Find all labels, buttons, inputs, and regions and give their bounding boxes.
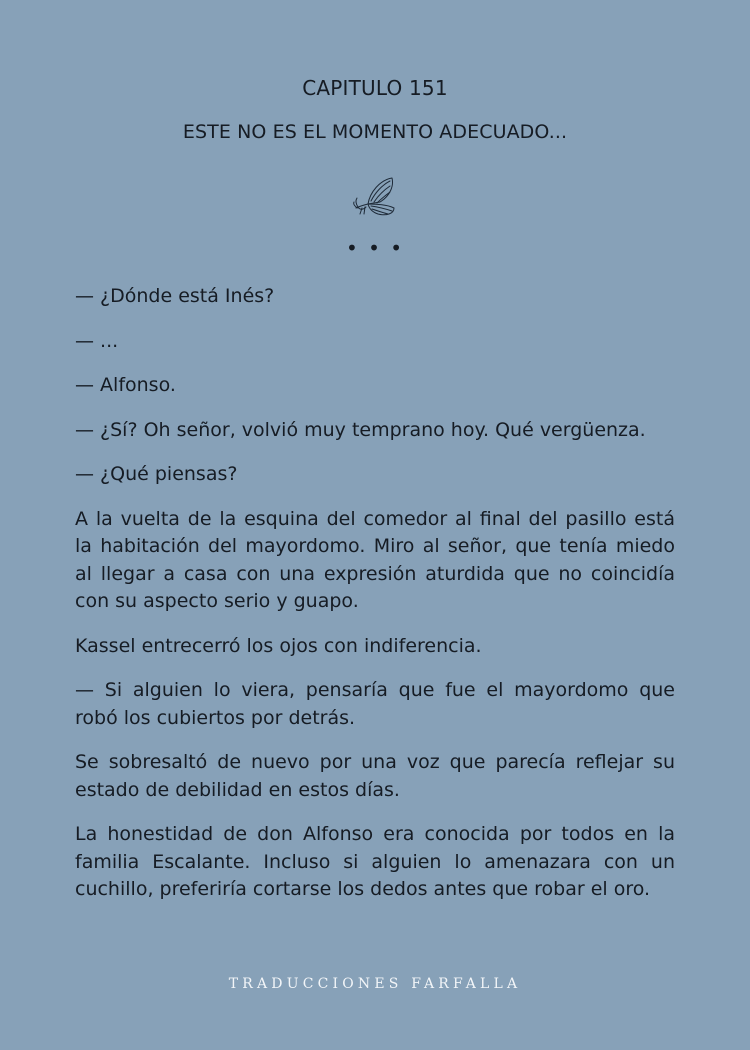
butterfly-icon [350,174,398,218]
paragraph: — ... [75,329,119,352]
paragraph: Kassel entrecerró los ojos con indiferencia. [75,634,482,657]
paragraph: — Alfonso. [75,374,176,396]
translator-credit: TRADUCCIONES FARFALLA [228,976,522,992]
paragraph: Se sobresaltó de nuevo por una voz que parecía reflejar su estado de debilidad en estos días. [75,751,675,801]
chapter-body [75,283,675,921]
paragraph: — ¿Sí? Oh señor, volvió muy temprano hoy. Qué vergüenza. [75,418,646,441]
paragraph: — ¿Dónde está Inés? [75,285,275,307]
paragraph: La honestidad de don Alfonso era conocida por todos en la familia Escalante. Incluso si alguien lo amenazara con un cuchillo, preferiría cortarse los dedos antes que robar el oro. [75,823,675,900]
paragraph: — Si alguien lo viera, pensaría que fue el mayordomo que robó los cubiertos por detrás. [75,679,675,729]
chapter-title: CAPITULO 151 [302,76,448,100]
section-separator: • • • [345,236,405,260]
paragraph: A la vuelta de la esquina del comedor al final del pasillo está la habitación del mayordomo. Miro al señor, que tenía miedo al llegar a casa con una expresión aturdida que no coincidía con su aspecto serio y guapo. [75,507,675,612]
paragraph: — ¿Qué piensas? [75,463,238,485]
chapter-subtitle: ESTE NO ES EL MOMENTO ADECUADO... [182,121,568,143]
